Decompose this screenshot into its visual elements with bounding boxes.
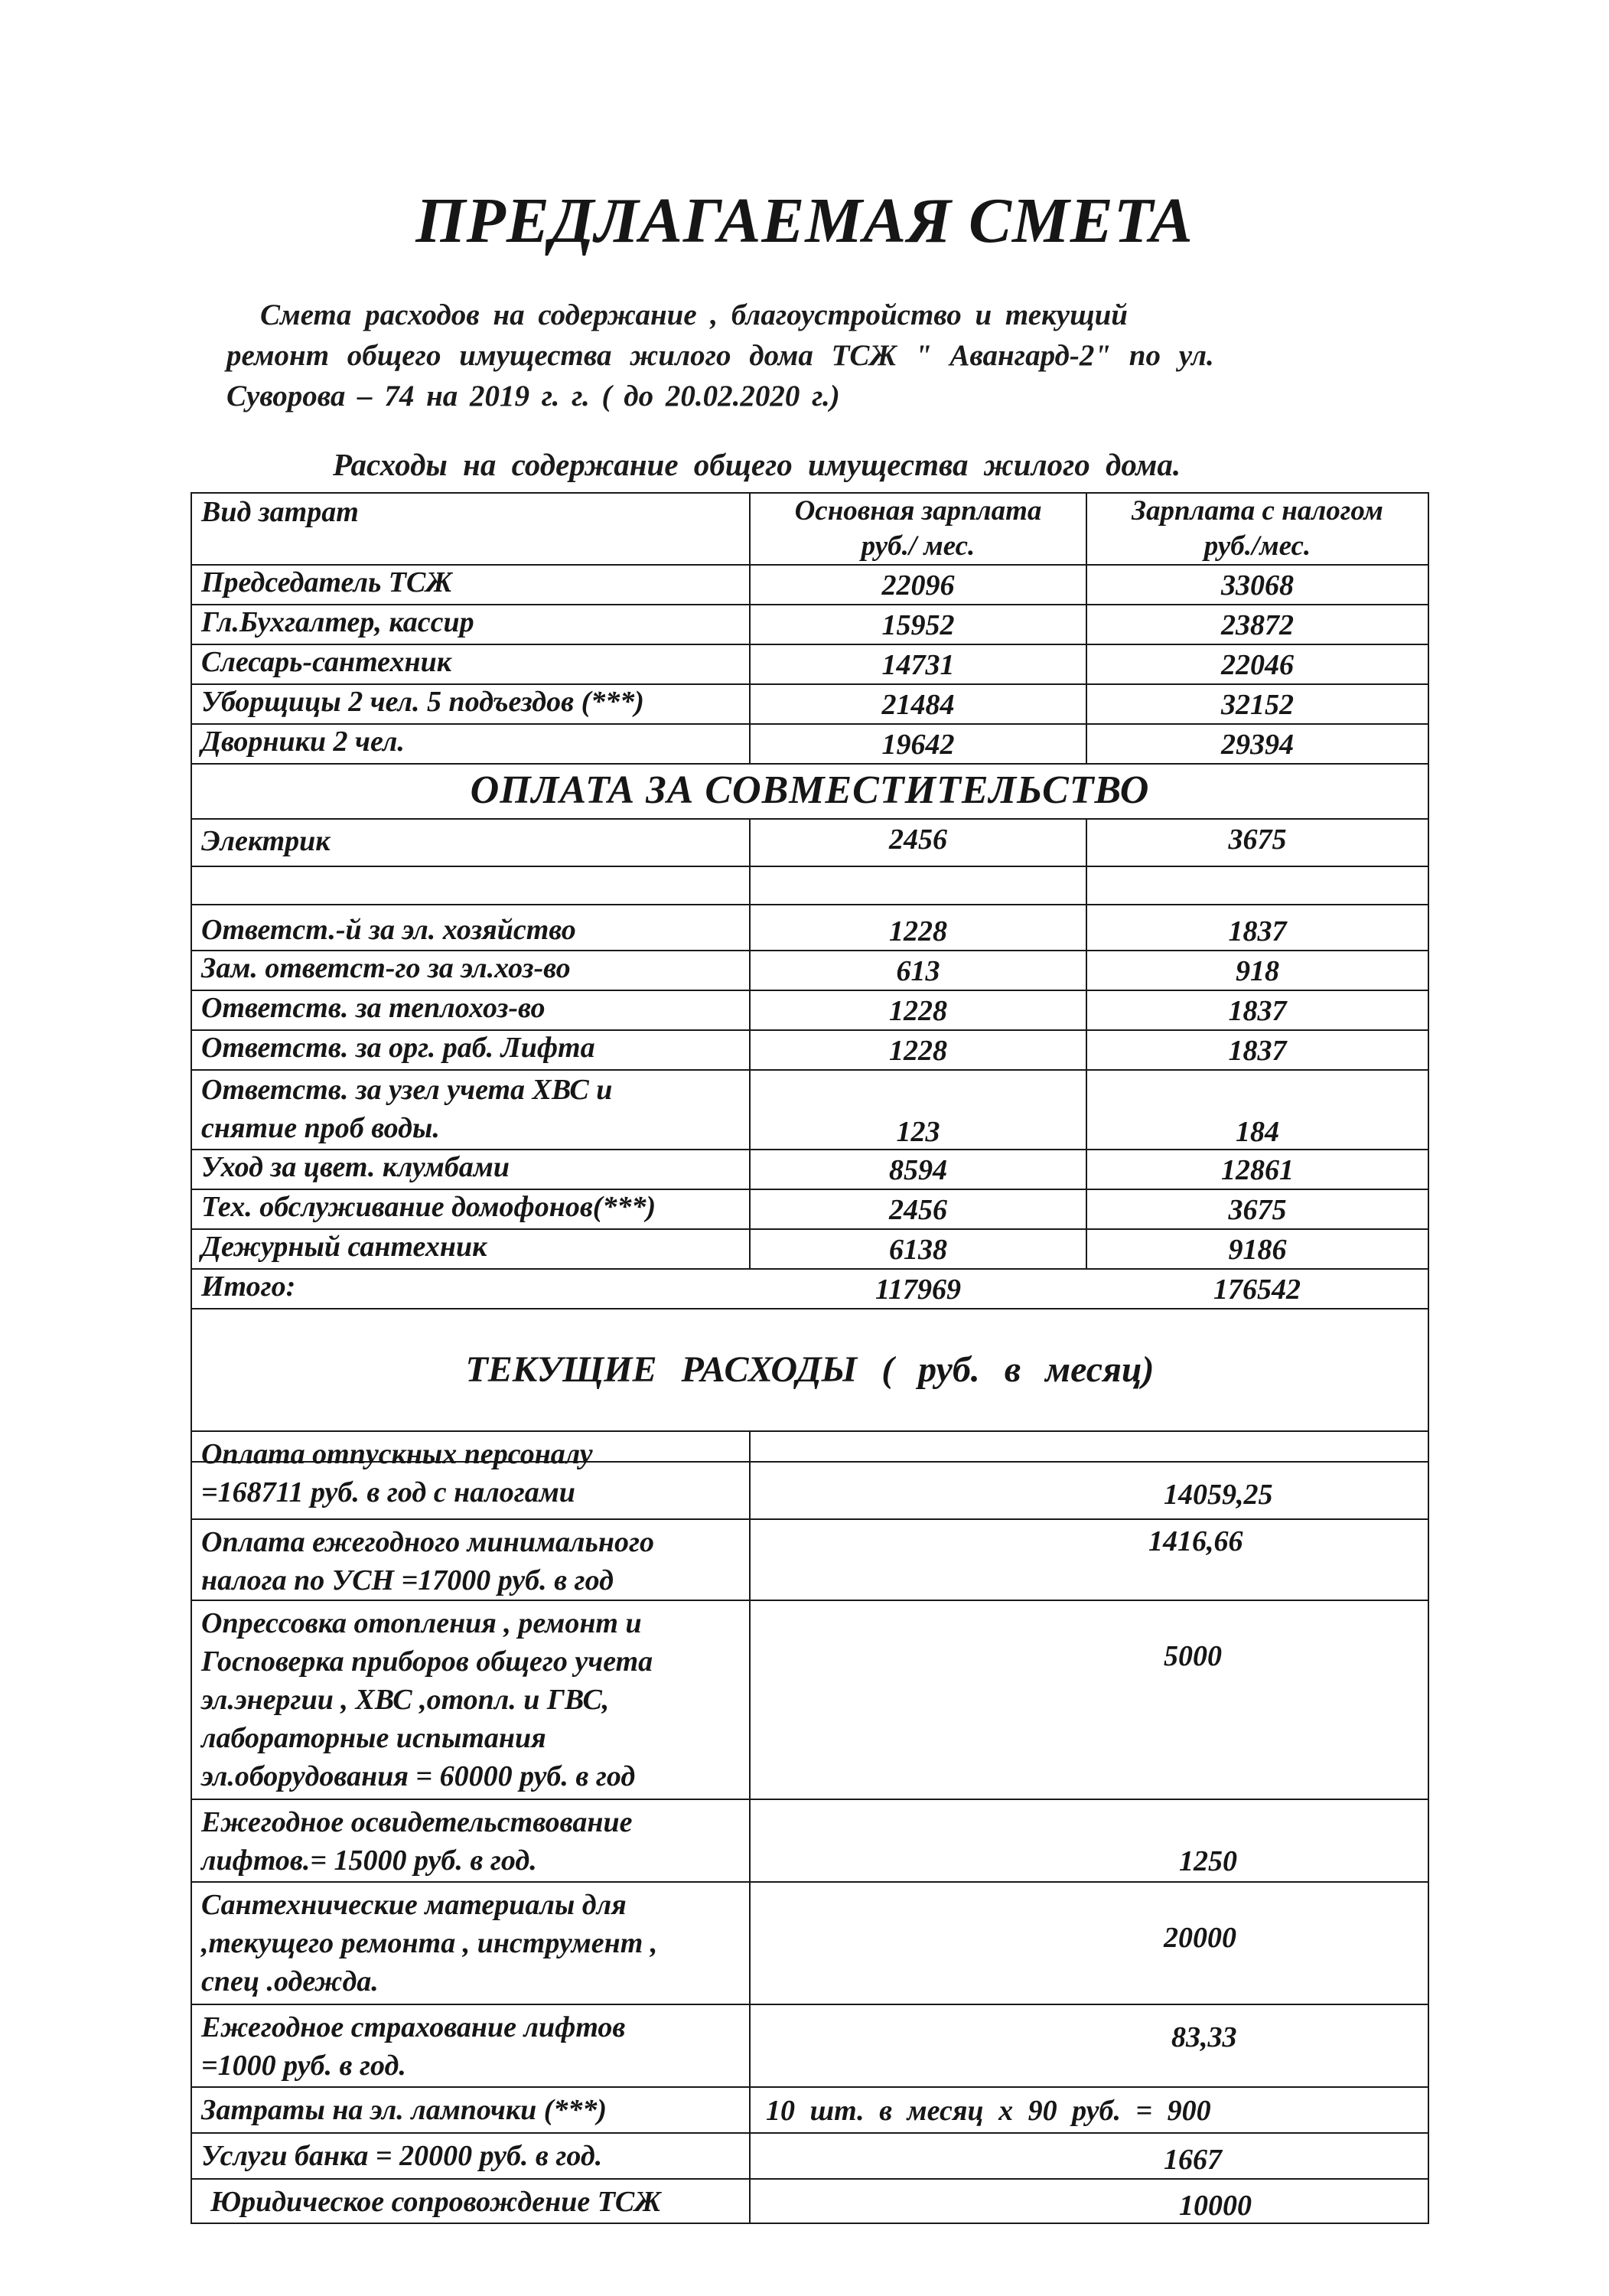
row-tax (1086, 866, 1428, 905)
table-row (191, 1431, 1428, 1519)
header-tax-line2: руб./мес. (1203, 530, 1311, 562)
row-name: Ответст.-й за эл. хозяйство (191, 905, 750, 951)
total-base: 117969 (750, 1269, 1086, 1309)
row-description-line: Ежегодное освидетельствование (201, 1806, 633, 1838)
section-caption: Расходы на содержание общего имущества жилого дома. (333, 447, 1181, 482)
row-name-line1: Ответств. за узел учета ХВС и (201, 1074, 613, 1106)
row-value: 10000 (750, 2179, 1428, 2223)
row-description-line: лабораторные испытания (201, 1722, 546, 1754)
row-tax: 918 (1086, 951, 1428, 990)
row-base: 22096 (750, 565, 1086, 605)
intro-line-1: Смета расходов на содержание , благоустройство и текущий (260, 298, 1128, 331)
table-row (191, 2179, 1428, 2223)
table-row (191, 990, 1428, 1030)
row-tax: 3675 (1086, 1189, 1428, 1229)
row-name: Ответств. за орг. раб. Лифта (191, 1030, 750, 1070)
table-row (191, 2087, 1428, 2133)
row-base: 1228 (750, 990, 1086, 1030)
row-name (191, 866, 750, 905)
row-tax: 29394 (1086, 724, 1428, 764)
row-base: 21484 (750, 684, 1086, 724)
row-base: 2456 (750, 1189, 1086, 1229)
header-tax-line1: Зарплата с налогом (1132, 495, 1383, 527)
part-time-banner: ОПЛАТА ЗА СОВМЕСТИТЕЛЬСТВО (191, 764, 1428, 819)
row-base: 8594 (750, 1150, 1086, 1189)
row-description-line: Оплата отпускных персоналу (201, 1438, 593, 1470)
page-title: ПРЕДЛАГАЕМАЯ СМЕТА (415, 185, 1194, 256)
row-description (191, 1600, 750, 1799)
row-description (191, 1799, 750, 1882)
row-tax: 9186 (1086, 1229, 1428, 1269)
row-tax: 1837 (1086, 990, 1428, 1030)
table-row (191, 1600, 1428, 1799)
table-row (191, 1799, 1428, 1882)
row-value: 5000 (750, 1600, 1428, 1799)
row-tax: 12861 (1086, 1150, 1428, 1189)
row-description-line: Опрессовка отопления , ремонт и (201, 1607, 642, 1639)
row-tax: 33068 (1086, 565, 1428, 605)
row-name: Дежурный сантехник (191, 1229, 750, 1269)
row-name: Тех. обслуживание домофонов(***) (191, 1189, 750, 1229)
table-header-row (191, 493, 1428, 565)
header-base (750, 493, 1086, 565)
row-description-line: эл.энергии , ХВС ,отопл. и ГВС, (201, 1684, 610, 1716)
row-description-line: Госповерка приборов общего учета (201, 1645, 653, 1678)
table-row (191, 951, 1428, 990)
row-description-line: Оплата ежегодного минимального (201, 1526, 655, 1558)
table-row (191, 905, 1428, 951)
total-label: Итого: (191, 1269, 750, 1309)
row-tax: 184 (1086, 1070, 1428, 1150)
table-row (191, 565, 1428, 605)
table-row (191, 1189, 1428, 1229)
row-base: 15952 (750, 605, 1086, 644)
table-row (191, 1070, 1428, 1150)
intro-line-3: Суворова – 74 на 2019 г. г. ( до 20.02.2020 г.) (226, 380, 840, 413)
row-tax: 23872 (1086, 605, 1428, 644)
row-value: 83,33 (750, 2004, 1428, 2087)
banner-row (191, 764, 1428, 819)
row-name-line2: снятие проб воды. (201, 1112, 440, 1144)
table-row (191, 1030, 1428, 1070)
header-base-line1: Основная зарплата (794, 495, 1042, 527)
header-base-line2: руб./ мес. (861, 530, 975, 562)
row-description (191, 1519, 750, 1600)
table-row-empty (191, 866, 1428, 905)
row-description-line: спец .одежда. (201, 1965, 379, 1998)
row-description (191, 1882, 750, 2004)
total-tax: 176542 (1086, 1269, 1428, 1309)
row-base: 14731 (750, 644, 1086, 684)
row-description-line: налога по УСН =17000 руб. в год (201, 1564, 614, 1596)
row-tax: 22046 (1086, 644, 1428, 684)
table-row (191, 724, 1428, 764)
row-description-line: =168711 руб. в год с налогами (201, 1476, 575, 1508)
row-description: Услуги банка = 20000 руб. в год. (191, 2133, 750, 2179)
row-description-line: лифтов.= 15000 руб. в год. (201, 1844, 537, 1877)
row-description-line: =1000 руб. в год. (201, 2050, 406, 2082)
table-row (191, 2133, 1428, 2179)
row-base: 2456 (750, 819, 1086, 866)
row-base: 1228 (750, 1030, 1086, 1070)
table-row (191, 1150, 1428, 1189)
row-description (191, 1431, 750, 1519)
header-tax (1086, 493, 1428, 565)
row-base: 613 (750, 951, 1086, 990)
row-description-line: Ежегодное страхование лифтов (201, 2011, 626, 2043)
row-value: 1667 (750, 2133, 1428, 2179)
row-value: 20000 (750, 1882, 1428, 2004)
intro-paragraph (226, 295, 1389, 416)
row-name: Слесарь-сантехник (191, 644, 750, 684)
row-description-line: Сантехнические материалы для (201, 1889, 627, 1921)
row-name: Зам. ответст-го за эл.хоз-во (191, 951, 750, 990)
current-expenses-table (191, 1430, 1429, 2224)
row-name: Ответств. за теплохоз-во (191, 990, 750, 1030)
intro-line-2: ремонт общего имущества жилого дома ТСЖ " Авангард-2" по ул. (226, 339, 1214, 372)
row-base: 123 (750, 1070, 1086, 1150)
row-description (191, 2004, 750, 2087)
row-name: Уборщицы 2 чел. 5 подъездов (***) (191, 684, 750, 724)
table-row (191, 1229, 1428, 1269)
row-tax: 3675 (1086, 819, 1428, 866)
total-row (191, 1269, 1428, 1309)
table-row (191, 2004, 1428, 2087)
row-name (191, 1070, 750, 1150)
table-row (191, 605, 1428, 644)
row-description: Юридическое сопровождение ТСЖ (191, 2179, 750, 2223)
row-value: 10 шт. в месяц х 90 руб. = 900 (750, 2087, 1428, 2133)
row-description-line: эл.оборудования = 60000 руб. в год (201, 1760, 636, 1792)
current-expenses-heading: ТЕКУЩИЕ РАСХОДЫ ( руб. в месяц) (191, 1309, 1428, 1462)
row-base: 19642 (750, 724, 1086, 764)
row-description-line: ,текущего ремонта , инструмент , (201, 1927, 658, 1959)
row-value: 1250 (750, 1799, 1428, 1882)
row-value: 14059,25 (750, 1431, 1428, 1519)
row-base: 1228 (750, 905, 1086, 951)
row-name: Электрик (191, 819, 750, 866)
table-row (191, 1882, 1428, 2004)
table-row (191, 644, 1428, 684)
salary-table (191, 492, 1429, 1463)
row-value: 1416,66 (750, 1519, 1428, 1600)
row-name: Гл.Бухгалтер, кассир (191, 605, 750, 644)
table-row (191, 1519, 1428, 1600)
table-row (191, 819, 1428, 866)
row-tax: 1837 (1086, 1030, 1428, 1070)
row-name: Председатель ТСЖ (191, 565, 750, 605)
row-tax: 1837 (1086, 905, 1428, 951)
row-tax: 32152 (1086, 684, 1428, 724)
row-base (750, 866, 1086, 905)
table-row (191, 684, 1428, 724)
row-base: 6138 (750, 1229, 1086, 1269)
header-type: Вид затрат (191, 493, 750, 565)
row-name: Дворники 2 чел. (191, 724, 750, 764)
row-name: Уход за цвет. клумбами (191, 1150, 750, 1189)
row-description: Затраты на эл. лампочки (***) (191, 2087, 750, 2133)
